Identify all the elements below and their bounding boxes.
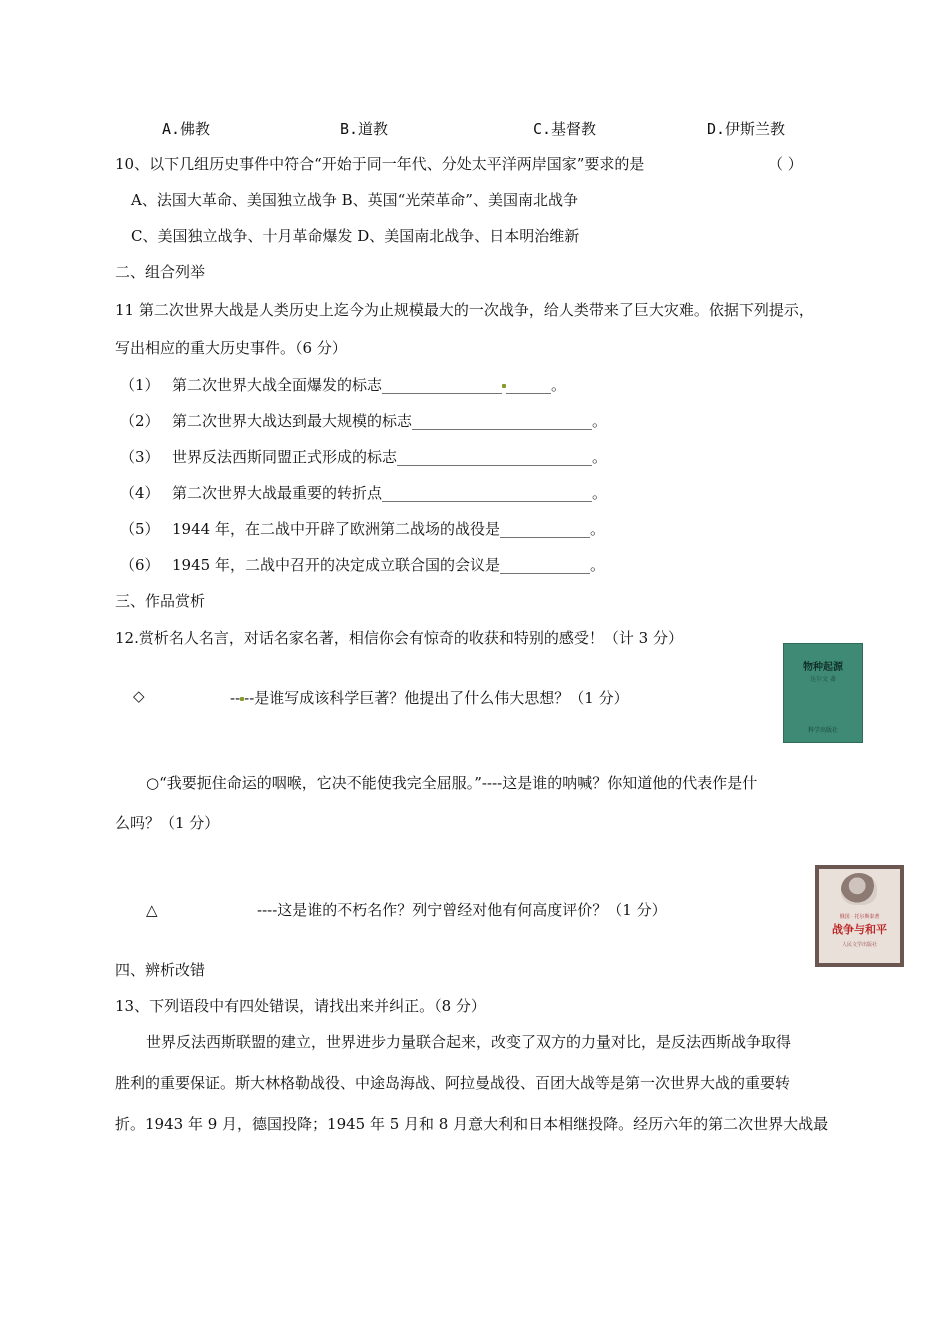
item-text: 第二次世界大战最重要的转折点 — [172, 484, 383, 502]
q9-option-b: B.道教 — [340, 120, 389, 138]
book-publisher: 科学出版社 — [807, 727, 838, 734]
q12-item2-line1: ○“我要扼住命运的咽喉，它决不能使我完全屈服。”----这是谁的呐喊？你知道他的代表作是什 — [146, 774, 758, 792]
q11-intro-line2: 写出相应的重大历史事件。（6 分） — [115, 339, 347, 357]
item-text: 1944 年，在二战中开辟了欧洲第二战场的战役是 — [172, 520, 500, 538]
item-number: （5） — [120, 520, 160, 538]
item-end: 。 — [589, 520, 605, 538]
answer-blank-2: ______ — [506, 376, 552, 394]
q10-options-line2: C、美国独立战争、十月革命爆发 D、美国南北战争、日本明治维新 — [131, 227, 580, 245]
author-portrait — [841, 873, 877, 905]
item-number: （3） — [120, 448, 160, 466]
item-text: 1945 年，二战中召开的决定成立联合国的会议是 — [172, 556, 500, 574]
q10-options-line1: A、法国大革命、美国独立战争 B、英国“光荣革命”、美国南北战争 — [131, 191, 578, 209]
q11-item — [120, 447, 607, 467]
item-end: 。 — [592, 484, 608, 502]
book-author: 达尔文 著 — [810, 676, 836, 683]
q13-paragraph-line2: 胜利的重要保证。斯大林格勒战役、中途岛海战、阿拉曼战役、百团大战等是第一次世界大战的重要转 — [115, 1074, 791, 1092]
dash: -- — [244, 689, 255, 707]
item-end: 。 — [589, 556, 605, 574]
item-text: 世界反法西斯同盟正式形成的标志 — [172, 448, 398, 466]
item-text: 是谁写成该科学巨著？他提出了什么伟大思想？（1 分） — [254, 689, 629, 707]
triangle-bullet: △ — [146, 901, 158, 919]
section2-title: 二、组合列举 — [115, 263, 206, 281]
q11-intro-line1: 11 第二次世界大战是人类历史上迄今为止规模最大的一次战争，给人类带来了巨大灾难。依据下列提示， — [115, 301, 814, 319]
q11-item — [120, 519, 605, 539]
book-title: 物种起源 — [803, 662, 843, 673]
item-text: 第二次世界大战全面爆发的标志 — [172, 376, 383, 394]
q13-paragraph-line3: 折。1943 年 9 月，德国投降；1945 年 5 月和 8 月意大利和日本相继投降。经历六年的第二次世界大战最 — [115, 1115, 829, 1133]
q9-option-a: A.佛教 — [162, 120, 211, 138]
q12-stem: 12.赏析名人名言，对话名家名著，相信你会有惊奇的收获和特别的感受！（计 3 分） — [115, 629, 683, 647]
answer-blank: ____________ — [499, 520, 590, 538]
q9-option-c: C.基督教 — [533, 120, 597, 138]
q9-option-d: D.伊斯兰教 — [707, 120, 786, 138]
answer-blank: ________________________ — [412, 412, 593, 430]
answer-blank: ____________________________ — [382, 484, 593, 502]
dash: -- — [230, 689, 241, 707]
book-publisher: 人民文学出版社 — [841, 942, 877, 948]
q11-item — [120, 375, 566, 395]
war-and-peace-book-cover — [815, 865, 904, 967]
section4-title: 四、辨析改错 — [115, 961, 206, 979]
item-end: 。 — [592, 412, 608, 430]
q10-stem: 10、以下几组历史事件中符合“开始于同一年代、分处太平洋两岸国家”要求的是 — [115, 155, 645, 173]
book-title: 战争与和平 — [832, 923, 887, 936]
item-number: （1） — [120, 376, 160, 394]
q11-item — [120, 411, 607, 431]
q11-item — [120, 483, 607, 503]
item-number: （4） — [120, 484, 160, 502]
item-end: 。 — [551, 376, 567, 394]
origin-of-species-book-cover — [783, 643, 863, 743]
answer-blank: ________________ — [382, 376, 503, 394]
q12-item2-line2: 么吗？（1 分） — [115, 814, 220, 832]
item-number: （6） — [120, 556, 160, 574]
book-series: 俄国 · 托尔斯泰著 — [839, 914, 880, 920]
item-number: （2） — [120, 412, 160, 430]
answer-blank: ____________ — [499, 556, 590, 574]
section3-title: 三、作品赏析 — [115, 592, 206, 610]
diamond-bullet: ◇ — [133, 687, 145, 705]
q12-item1 — [230, 688, 629, 708]
item-end: 。 — [592, 448, 608, 466]
answer-blank: __________________________ — [397, 448, 593, 466]
q10-answer-paren: （ ） — [768, 155, 803, 173]
q11-item — [120, 555, 605, 575]
q13-paragraph-line1: 世界反法西斯联盟的建立，世界进步力量联合起来，改变了双方的力量对比，是反法西斯战争取得 — [146, 1033, 792, 1051]
q13-stem: 13、下列语段中有四处错误，请找出来并纠正。（8 分） — [115, 997, 486, 1015]
q12-item3: ----这是谁的不朽名作？列宁曾经对他有何高度评价？（1 分） — [257, 901, 667, 919]
item-text: 第二次世界大战达到最大规模的标志 — [172, 412, 413, 430]
